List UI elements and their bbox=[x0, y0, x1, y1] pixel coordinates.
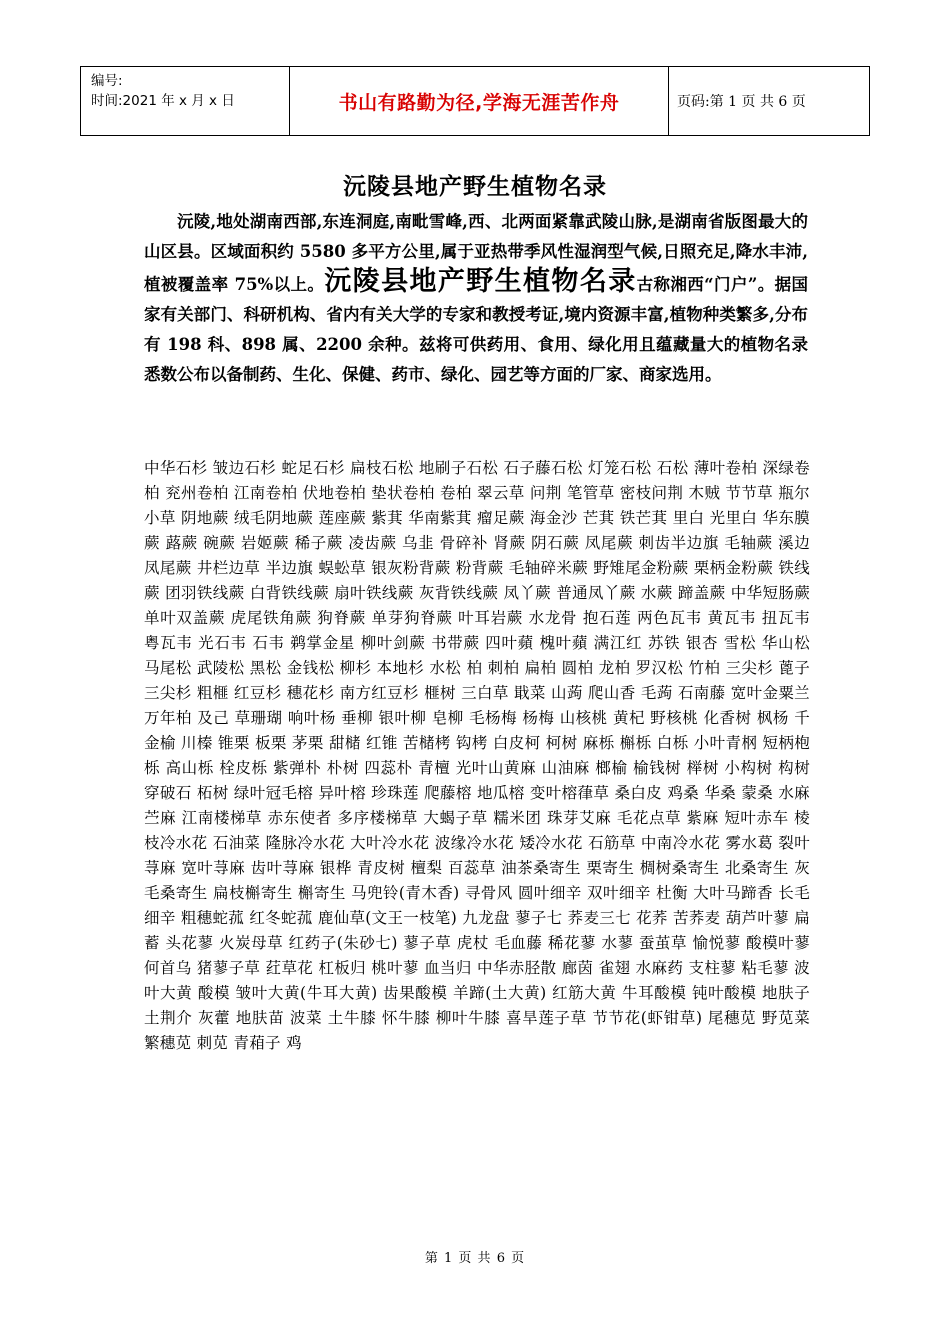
plant-list-text: 中华石杉 皱边石杉 蛇足石杉 扁枝石松 地刷子石松 石子藤石松 灯笼石松 石松 薄叶卷柏 深绿卷柏 兖州卷柏 江南卷柏 伏地卷柏 垫状卷柏 卷柏 翠云草 问荆 笔管草 密枝问荆 木贼 节节草 瓶尔小草 阴地蕨 绒毛阴地蕨 莲座蕨 紫萁 华南紫萁 瘤足蕨 海金沙 芒萁 铁芒萁 里白 光里白 华东膜蕨 蕗蕨 碗蕨 岩姬蕨 稀子蕨 凌齿蕨 乌韭 骨碎补 肾蕨 阴石蕨 凤尾蕨 刺齿半边旗 毛轴蕨 溪边凤尾蕨 井栏边草 半边旗 蜈蚣草 银灰粉背蕨 粉背蕨 毛轴碎米蕨 野雉尾金粉蕨 栗柄金粉蕨 铁线蕨 团羽铁线蕨 白背铁线蕨 扇叶铁线蕨 灰背铁线蕨 凤丫蕨 普通凤丫蕨 水蕨 蹄盖蕨 中华短肠蕨 单叶双盖蕨 虎尾铁角蕨 狗脊蕨 单芽狗脊蕨 叶耳岩蕨 水龙骨 抱石莲 两色瓦韦 黄瓦韦 扭瓦韦 粤瓦韦 光石韦 石韦 鹈掌金星 柳叶剑蕨 书带蕨 四叶蘋 槐叶蘋 满江红 苏铁 银杏 雪松 华山松 马尾松 武陵松 黑松 金钱松 柳杉 本地杉 水松 柏 刺柏 扁柏 圆柏 龙柏 罗汉松 竹柏 三尖杉 蓖子三尖杉 粗榧 红豆杉 穗花杉 南方红豆杉 榧树 三白草 戢菜 山蒟 爬山香 毛蒟 石南藤 宽叶金粟兰 万年柏 及己 草珊瑚 响叶杨 垂柳 银叶柳 皂柳 毛杨梅 杨梅 山核桃 黄杞 野核桃 化香树 枫杨 千金榆 川榛 锥栗 板栗 茅栗 甜槠 红锥 苦槠栲 钩栲 白皮柯 柯树 麻栎 槲栎 白栎 小叶青㭎 短柄枹栎 高山栎 栓皮栎 紫弹朴 朴树 四蕊朴 青檀 光叶山黄麻 山油麻 榔榆 榆钱树 榉树 小构树 构树 穿破石 柘树 绿叶冠毛榕 异叶榕 珍珠莲 爬藤榕 地瓜榕 变叶榕葎草 桑白皮 鸡桑 华桑 蒙桑 水麻 苎麻 江南楼梯草 赤东使者 多序楼梯草 大蝎子草 糯米团 珠芽艾麻 毛花点草 紫麻 短叶赤车 棱枝冷水花 石油菜 隆脉冷水花 大叶冷水花 波缘冷水花 矮冷水花 石筋草 中南冷水花 雾水葛 裂叶荨麻 宽叶荨麻 齿叶荨麻 银桦 青皮树 檀梨 百蕊草 油茶桑寄生 栗寄生 椆树桑寄生 北桑寄生 灰毛桑寄生 扁枝槲寄生 槲寄生 马兜铃(青木香) 寻骨风 圆叶细辛 双叶细辛 杜衡 大叶马蹄香 长毛细辛 粗穗蛇菰 红冬蛇菰 鹿仙草(文王一枝笔) 九龙盘 蓼子七 荞麦三七 花荞 苦荞麦 葫芦叶蓼 扁蓄 头花蓼 火炭母草 红药子(朱砂七) 蓼子草 虎杖 毛血藤 稀花蓼 水蓼 蚕茧草 愉悦蓼 酸模叶蓼 何首乌 猪蓼子草 荭草花 杠板归 桃叶蓼 血当归 中华赤胫散 廊茵 雀翅 水麻药 支柱蓼 粘毛蓼 波叶大黄 酸模 皱叶大黄(牛耳大黄) 齿果酸模 羊蹄(土大黄) 红筋大黄 牛耳酸模 钝叶酸模 地肤子 土荆介 灰藿 地肤苗 波菜 土牛膝 怀牛膝 柳叶牛膝 喜旱莲子草 节节花(虾钳草) 尾穗苋 野苋菜 繁穗苋 刺苋 青葙子 鸡 bbox=[144, 459, 810, 1052]
document-number: 编号: bbox=[91, 73, 123, 89]
intro-text-part1: 沅陵,地处湖南西部,东连洞庭,南毗雪峰,西、北两面紧靠武陵山脉,是湖南省版图最大的山区县。区域面积约 5580 多平方公里,属于亚热带季风性湿润型气候,日照充足,降水丰沛,植被覆盖率 75%以上。 bbox=[144, 212, 808, 294]
intro-text-part2: 古称湘西“门户”。据国家有关部门、科研机构、省内有关大学的专家和教授考证,境内资源丰富,植物种类繁多,分布有 198 科、898 属、2200 余种。兹将可供药用、食用、绿化用且蕴藏量大的植物名录悉数公布以备制药、生化、保健、药市、绿化、园艺等方面的厂家、商家选用。 bbox=[144, 275, 809, 384]
page-footer: 第 1 页 共 6 页 bbox=[424, 1251, 526, 1266]
plant-name-list bbox=[144, 456, 810, 1056]
header-page-info: 页码:第 1 页 共 6 页 bbox=[669, 67, 870, 136]
intro-big-title: 沅陵县地产野生植物名录 bbox=[324, 266, 637, 297]
page-header bbox=[80, 66, 870, 136]
header-meta bbox=[81, 67, 290, 136]
document-title: 沅陵县地产野生植物名录 bbox=[343, 173, 607, 200]
document-time: 时间:2021 年 x 月 x 日 bbox=[91, 93, 235, 109]
header-motto: 书山有路勤为径,学海无涯苦作舟 bbox=[290, 67, 669, 136]
intro-paragraph bbox=[144, 207, 808, 390]
